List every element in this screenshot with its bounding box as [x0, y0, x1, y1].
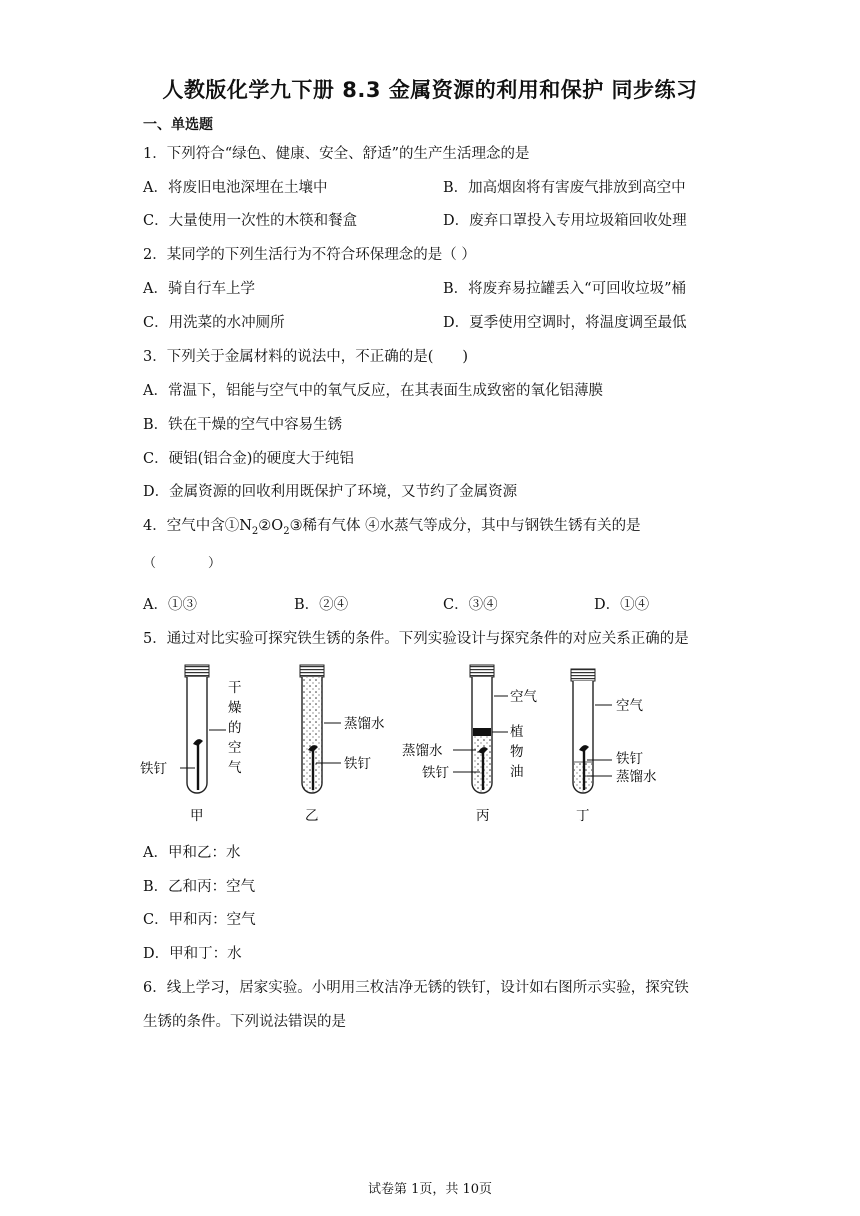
page-title: 人教版化学九下册 8.3 金属资源的利用和保护 同步练习: [162, 78, 698, 102]
question-3-option-b: B．铁在干燥的空气中容易生锈: [143, 417, 343, 433]
jia-iron-nail-label: 铁钉: [140, 761, 167, 777]
label-yi: 乙: [305, 808, 319, 824]
question-4-option-d: D．①④: [594, 597, 650, 613]
question-1-option-d: D．废弃口罩投入专用垃圾箱回收处理: [443, 213, 687, 229]
jia-dry-air-label-3: 的: [228, 720, 242, 736]
question-2-option-a: A．骑自行车上学: [143, 281, 255, 297]
question-1-stem: 1．下列符合“绿色、健康、安全、舒适”的生产生活理念的是: [143, 146, 530, 162]
question-4-stem: [143, 514, 641, 537]
jia-dry-air-label-4: 空: [228, 740, 242, 756]
q4-subscript-1: 2: [251, 525, 259, 537]
question-5-option-c: C．甲和丙：空气: [143, 912, 256, 928]
question-3-option-d: D．金属资源的回收利用既保护了环境，又节约了金属资源: [143, 484, 518, 500]
question-5-stem: 5．通过对比实验可探究铁生锈的条件。下列实验设计与探究条件的对应关系正确的是: [143, 631, 689, 647]
tube-yi: [300, 665, 341, 793]
label-bing: 丙: [476, 808, 490, 824]
question-3-option-c: C．硬铝(铝合金)的硬度大于纯铝: [143, 451, 354, 467]
q4-text-3: ③稀有气体 ④水蒸气等成分，其中与钢铁生锈有关的是: [289, 518, 641, 534]
tube-ding: [571, 669, 612, 793]
section-heading: 一、单选题: [143, 117, 213, 133]
question-2-option-b: B．将废弃易拉罐丢入“可回收垃圾”桶: [443, 281, 686, 297]
question-2-option-d: D．夏季使用空调时，将温度调至最低: [443, 315, 687, 331]
bing-air-label: 空气: [510, 689, 537, 705]
question-5-option-d: D．甲和丁：水: [143, 946, 242, 962]
question-1-option-b: B．加高烟囱将有害废气排放到高空中: [443, 180, 686, 196]
page-footer: 试卷第 1页，共 10页: [367, 1182, 493, 1197]
label-ding: 丁: [576, 808, 590, 824]
yi-distilled-water-label: 蒸馏水: [344, 716, 385, 732]
question-1-option-a: A．将废旧电池深埋在土壤中: [143, 180, 328, 196]
ding-distilled-water-label: 蒸馏水: [616, 769, 657, 785]
jia-dry-air-label-5: 气: [228, 760, 242, 776]
bing-oil-label-2: 物: [510, 744, 524, 760]
question-4-paren: （ ）: [143, 556, 222, 571]
ding-iron-nail-label: 铁钉: [616, 751, 643, 767]
question-3-stem: 3．下列关于金属材料的说法中，不正确的是( ): [143, 349, 469, 365]
question-4-option-c: C．③④: [443, 597, 498, 613]
label-jia: 甲: [190, 808, 204, 824]
q4-text-1: 4．空气中含①N: [143, 518, 252, 534]
question-6-line-1: 6．线上学习，居家实验。小明用三枚洁净无锈的铁钉，设计如右图所示实验，探究铁: [143, 980, 689, 996]
question-5-option-a: A．甲和乙：水: [143, 845, 241, 861]
ding-air-label: 空气: [616, 698, 643, 714]
bing-oil-label-3: 油: [510, 764, 524, 780]
q4-subscript-2: 2: [283, 525, 290, 537]
experiment-figure: [140, 660, 740, 830]
question-4-option-b: B．②④: [294, 597, 349, 613]
question-4-option-a: A．①③: [143, 597, 197, 613]
question-2-option-c: C．用洗菜的水冲厕所: [143, 315, 285, 331]
bing-distilled-water-label: 蒸馏水: [402, 743, 443, 759]
bing-iron-nail-label: 铁钉: [422, 765, 449, 781]
q4-text-2: ②O: [258, 518, 284, 534]
question-1-option-c: C．大量使用一次性的木筷和餐盒: [143, 213, 358, 229]
jia-dry-air-label-2: 燥: [228, 700, 242, 716]
question-6-line-2: 生锈的条件。下列说法错误的是: [143, 1014, 346, 1030]
tube-bing: [453, 665, 508, 793]
question-2-stem: 2．某同学的下列生活行为不符合环保理念的是（ ）: [143, 247, 476, 263]
yi-iron-nail-label: 铁钉: [344, 756, 371, 772]
question-5-option-b: B．乙和丙：空气: [143, 879, 256, 895]
question-3-option-a: A．常温下，铝能与空气中的氧气反应，在其表面生成致密的氧化铝薄膜: [143, 383, 603, 399]
jia-dry-air-label-1: 干: [228, 680, 242, 696]
tube-jia: [180, 665, 226, 793]
bing-oil-label-1: 植: [510, 724, 524, 740]
